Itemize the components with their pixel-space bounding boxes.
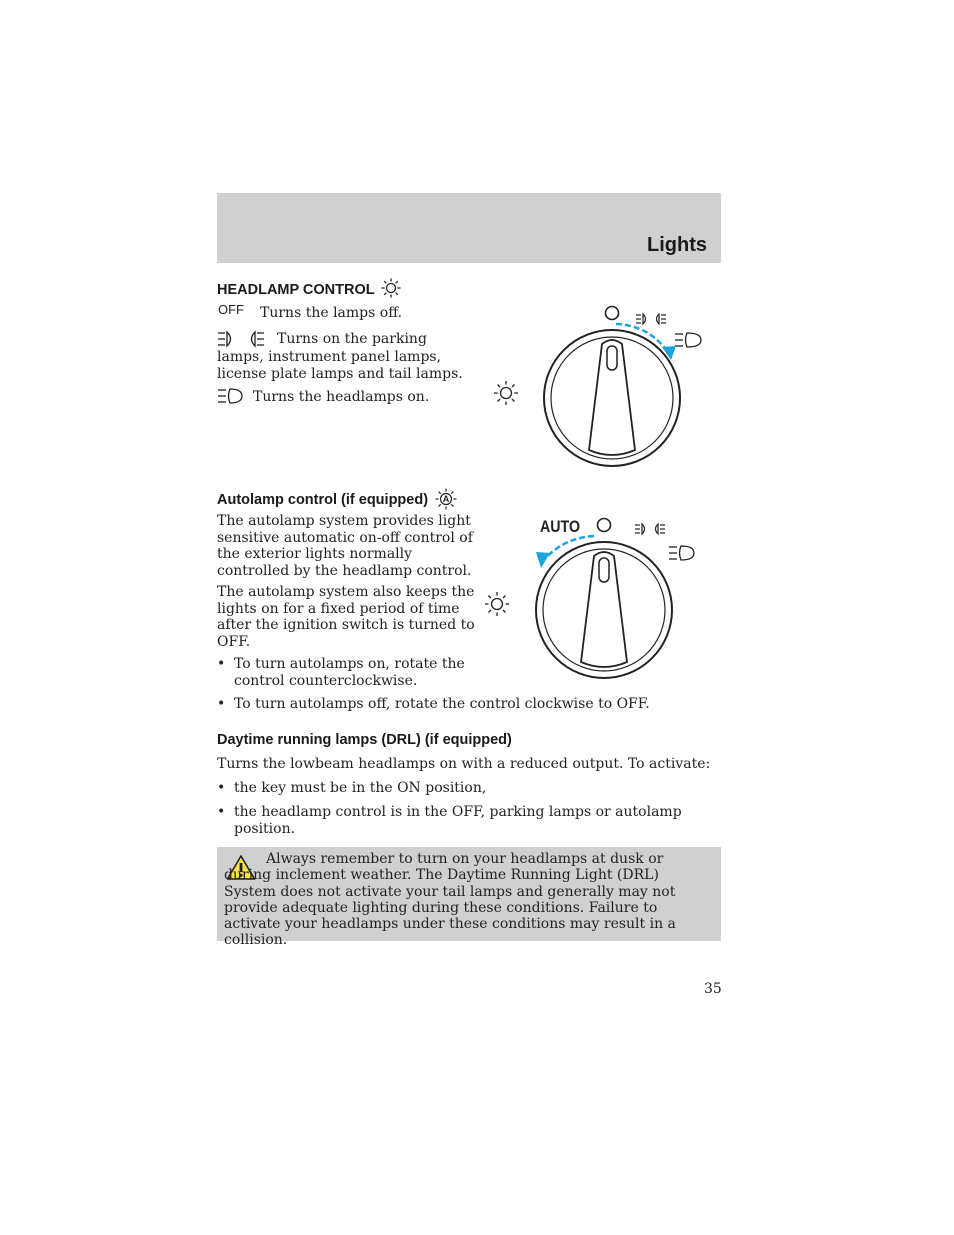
autolamp-heading: [217, 488, 457, 510]
drl-heading: Daytime running lamps (DRL) (if equipped): [217, 732, 512, 748]
autolamp-a-badge: A: [442, 494, 450, 505]
section-header-band: [217, 193, 721, 263]
knob-outer-ring: [544, 330, 680, 466]
knob-pointer-slot: [599, 558, 609, 582]
diagram-sun-icon: [485, 592, 509, 616]
drl-bullet-control: [217, 804, 682, 837]
parking-position-icon: [635, 524, 665, 534]
rotation-arrow-counterclockwise: [546, 536, 594, 558]
bullet-glyph: •: [217, 780, 226, 796]
headlamps-description: Turns the headlamps on.: [253, 389, 430, 405]
drl-bullet-control-line: the headlamp control is in the OFF, parking lamps or autolamp: [234, 804, 682, 820]
headlamp-position-icon: [675, 333, 701, 347]
off-label: OFF: [218, 302, 244, 317]
autolamp-paragraph-1-line: controlled by the headlamp control.: [217, 562, 472, 579]
drl-intro: Turns the lowbeam headlamps on with a reduced output. To activate:: [217, 756, 711, 772]
headlamp-position-icon: [669, 546, 694, 560]
knob-inner-ring: [551, 337, 673, 459]
parking-description-line1: Turns on the parking: [277, 331, 427, 347]
drl-bullet-control-line: position.: [234, 820, 296, 837]
warning-box: [217, 847, 721, 949]
section-title: Lights: [647, 234, 707, 256]
autolamp-paragraph-1: [217, 513, 477, 579]
autolamp-bullet-on-line: control counterclockwise.: [234, 672, 418, 689]
knob-inner-ring: [543, 549, 665, 671]
off-position-marker: [598, 519, 611, 532]
headlamp-control-heading-text: HEADLAMP CONTROL: [217, 282, 375, 298]
autolamp-bullet-off: [217, 696, 650, 713]
off-position-marker: [606, 307, 619, 320]
bullet-glyph: •: [217, 656, 226, 672]
autolamp-paragraph-2: [217, 584, 477, 650]
autolamp-heading-text: Autolamp control (if equipped): [217, 492, 429, 508]
knob-handle: [581, 552, 627, 667]
parking-description-line3: license plate lamps and tail lamps.: [217, 366, 463, 382]
page-number: 35: [704, 981, 722, 997]
autolamp-paragraph-1-line: the exterior lights normally: [217, 546, 413, 562]
autolamp-paragraph-2-line: lights on for a fixed period of time: [217, 600, 460, 617]
autolamp-bullet-on-line: To turn autolamps on, rotate the: [234, 656, 465, 672]
autolamp-knob-diagram: [480, 510, 710, 685]
drl-bullet-key-text: the key must be in the ON position,: [234, 780, 487, 796]
bullet-glyph: •: [217, 804, 226, 820]
sun-icon: [381, 278, 401, 298]
autolamp-bullet-off-text: To turn autolamps off, rotate the control clockwise to OFF.: [234, 696, 650, 712]
drl-bullet-key: [217, 780, 486, 797]
off-description: Turns the lamps off.: [260, 305, 403, 321]
headlamp-control-heading: [217, 278, 401, 298]
autolamp-paragraph-2-line: The autolamp system also keeps the: [217, 584, 475, 600]
rotation-arrowhead: [536, 552, 550, 568]
headlamp-icon: [217, 387, 243, 405]
parking-position-icon: [636, 314, 666, 324]
bullet-glyph: •: [217, 696, 226, 712]
auto-position-label: AUTO: [540, 517, 580, 536]
parking-lamps-icon: [217, 330, 265, 348]
autolamp-paragraph-1-line: The autolamp system provides light: [217, 513, 471, 529]
knob-pointer-slot: [607, 346, 617, 370]
autolamp-sun-icon: [435, 488, 457, 510]
warning-text: Always remember to turn on your headlamps at dusk or during inclement weather. The Daytime Running Light (DRL) System does not activate your tail lamps and generally may not provide adequate lighting during these conditions. Failure to activate your headlamps under these conditions may result in a collision.: [224, 851, 676, 949]
knob-outer-ring: [536, 542, 672, 678]
parking-description-line2: lamps, instrument panel lamps,: [217, 349, 442, 365]
headlamp-knob-diagram: [488, 300, 718, 470]
autolamp-bullet-on: [217, 656, 465, 689]
knob-handle: [589, 340, 635, 455]
autolamp-paragraph-1-line: sensitive automatic on-off control of: [217, 529, 473, 546]
diagram-sun-icon: [494, 381, 518, 405]
autolamp-paragraph-2-line: OFF.: [217, 633, 251, 650]
autolamp-paragraph-2-line: after the ignition switch is turned to: [217, 617, 475, 633]
